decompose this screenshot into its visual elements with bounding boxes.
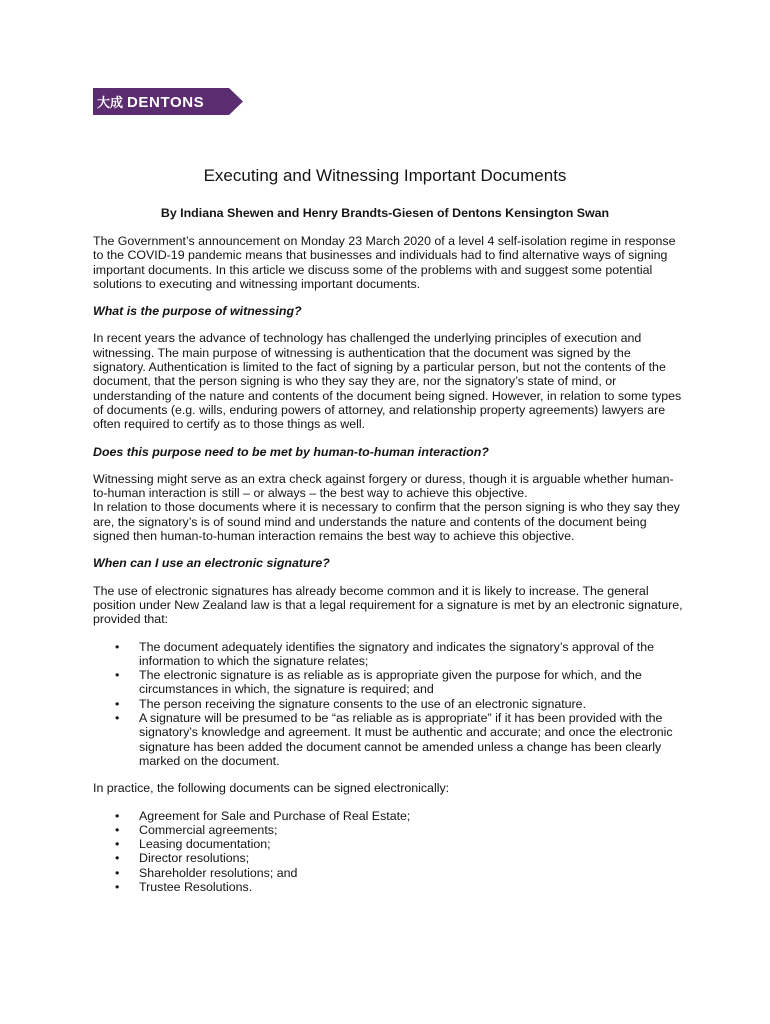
list-item: • Commercial agreements; <box>115 822 278 837</box>
list-item: • A signature will be presumed to be “as reliable as is appropriate” if it has been provided with the signatory’s knowledge and agreement. It must be authentic and accurate; and once the electronic signature has been added the document cannot be amended unless a change has been clearly marked on the document. <box>115 711 673 768</box>
bullet-icon: • <box>115 865 120 880</box>
list-item: • The document adequately identifies the signatory and indicates the signatory’s approval of the information to which the signature relates; <box>115 639 654 668</box>
logo-brand-text: DENTONS <box>127 94 205 111</box>
bullet-icon: • <box>115 808 120 823</box>
paragraph-electronic-signature: The use of electronic signatures has already become common and it is likely to increase. The general position under New Zealand law is that a legal requirement for a signature is met by an electronic signature, provided that: <box>93 583 683 627</box>
byline: By Indiana Shewen and Henry Brandts-Giesen of Dentons Kensington Swan <box>160 206 610 220</box>
list-item: • Agreement for Sale and Purchase of Real Estate; <box>115 808 411 823</box>
paragraph-practice: In practice, the following documents can be signed electronically: <box>93 781 450 796</box>
heading-human-interaction: Does this purpose need to be met by human-to-human interaction? <box>93 444 489 459</box>
dentons-logo <box>93 88 243 115</box>
conditions-list <box>93 640 683 769</box>
intro-paragraph: The Government’s announcement on Monday 23 March 2020 of a level 4 self-isolation regime in response to the COVID-19 pandemic means that businesses and individuals had to find alternative ways of signing important documents. In this article we discuss some of the problems with and suggest some potential solutions to executing and witnessing important documents. <box>93 234 676 291</box>
list-item: • The person receiving the signature consents to the use of an electronic signature. <box>115 696 587 711</box>
bullet-icon: • <box>115 851 120 866</box>
list-item: • Trustee Resolutions. <box>115 879 253 894</box>
bullet-icon: • <box>115 879 120 894</box>
bullet-icon: • <box>115 711 120 726</box>
bullet-icon: • <box>115 822 120 837</box>
paragraph-human-interaction-1: Witnessing might serve as an extra check against forgery or duress, though it is arguable whether human-to-human interaction is still – or always – the best way to achieve this objective. <box>93 471 674 501</box>
bullet-icon: • <box>115 837 120 852</box>
paragraph-purpose-of-witnessing: In recent years the advance of technology has challenged the underlying principles of execution and witnessing. The main purpose of witnessing is authentication that the document was signed by the signatory. Authentication is limited to the fact of signing by a particular person, but not the contents of the document, that the person signing is who they say they are, nor the signatory’s state of mind, or understanding of the nature and contents of the document being signed. However, in relation to some types of documents (e.g. wills, enduring powers of attorney, and relationship property agreements) lawyers are often required to certify as to those things as well. <box>93 331 682 432</box>
documents-list <box>93 809 683 895</box>
list-item: • Leasing documentation; <box>115 837 271 852</box>
bullet-icon: • <box>115 696 120 711</box>
logo-chinese-text: 大成 <box>97 96 124 111</box>
article-body <box>93 234 683 907</box>
bullet-icon: • <box>115 639 120 654</box>
list-item: • Shareholder resolutions; and <box>115 865 298 880</box>
heading-purpose-of-witnessing: What is the purpose of witnessing? <box>93 304 302 319</box>
paragraph-human-interaction-2: In relation to those documents where it is necessary to confirm that the person signing is who they say they are, the signatory’s is of sound mind and understands the nature and contents of the document being signed then human-to-human interaction remains the best way to achieve this objective. <box>93 500 680 544</box>
page-title: Executing and Witnessing Important Documents <box>203 166 567 185</box>
bullet-icon: • <box>115 668 120 683</box>
dentons-logo-shape <box>93 88 243 115</box>
heading-electronic-signature: When can I use an electronic signature? <box>93 556 330 571</box>
list-item: • Director resolutions; <box>115 851 250 866</box>
list-item: • The electronic signature is as reliable as is appropriate given the purpose for which, and the circumstances in which, the signature is required; and <box>115 668 642 697</box>
